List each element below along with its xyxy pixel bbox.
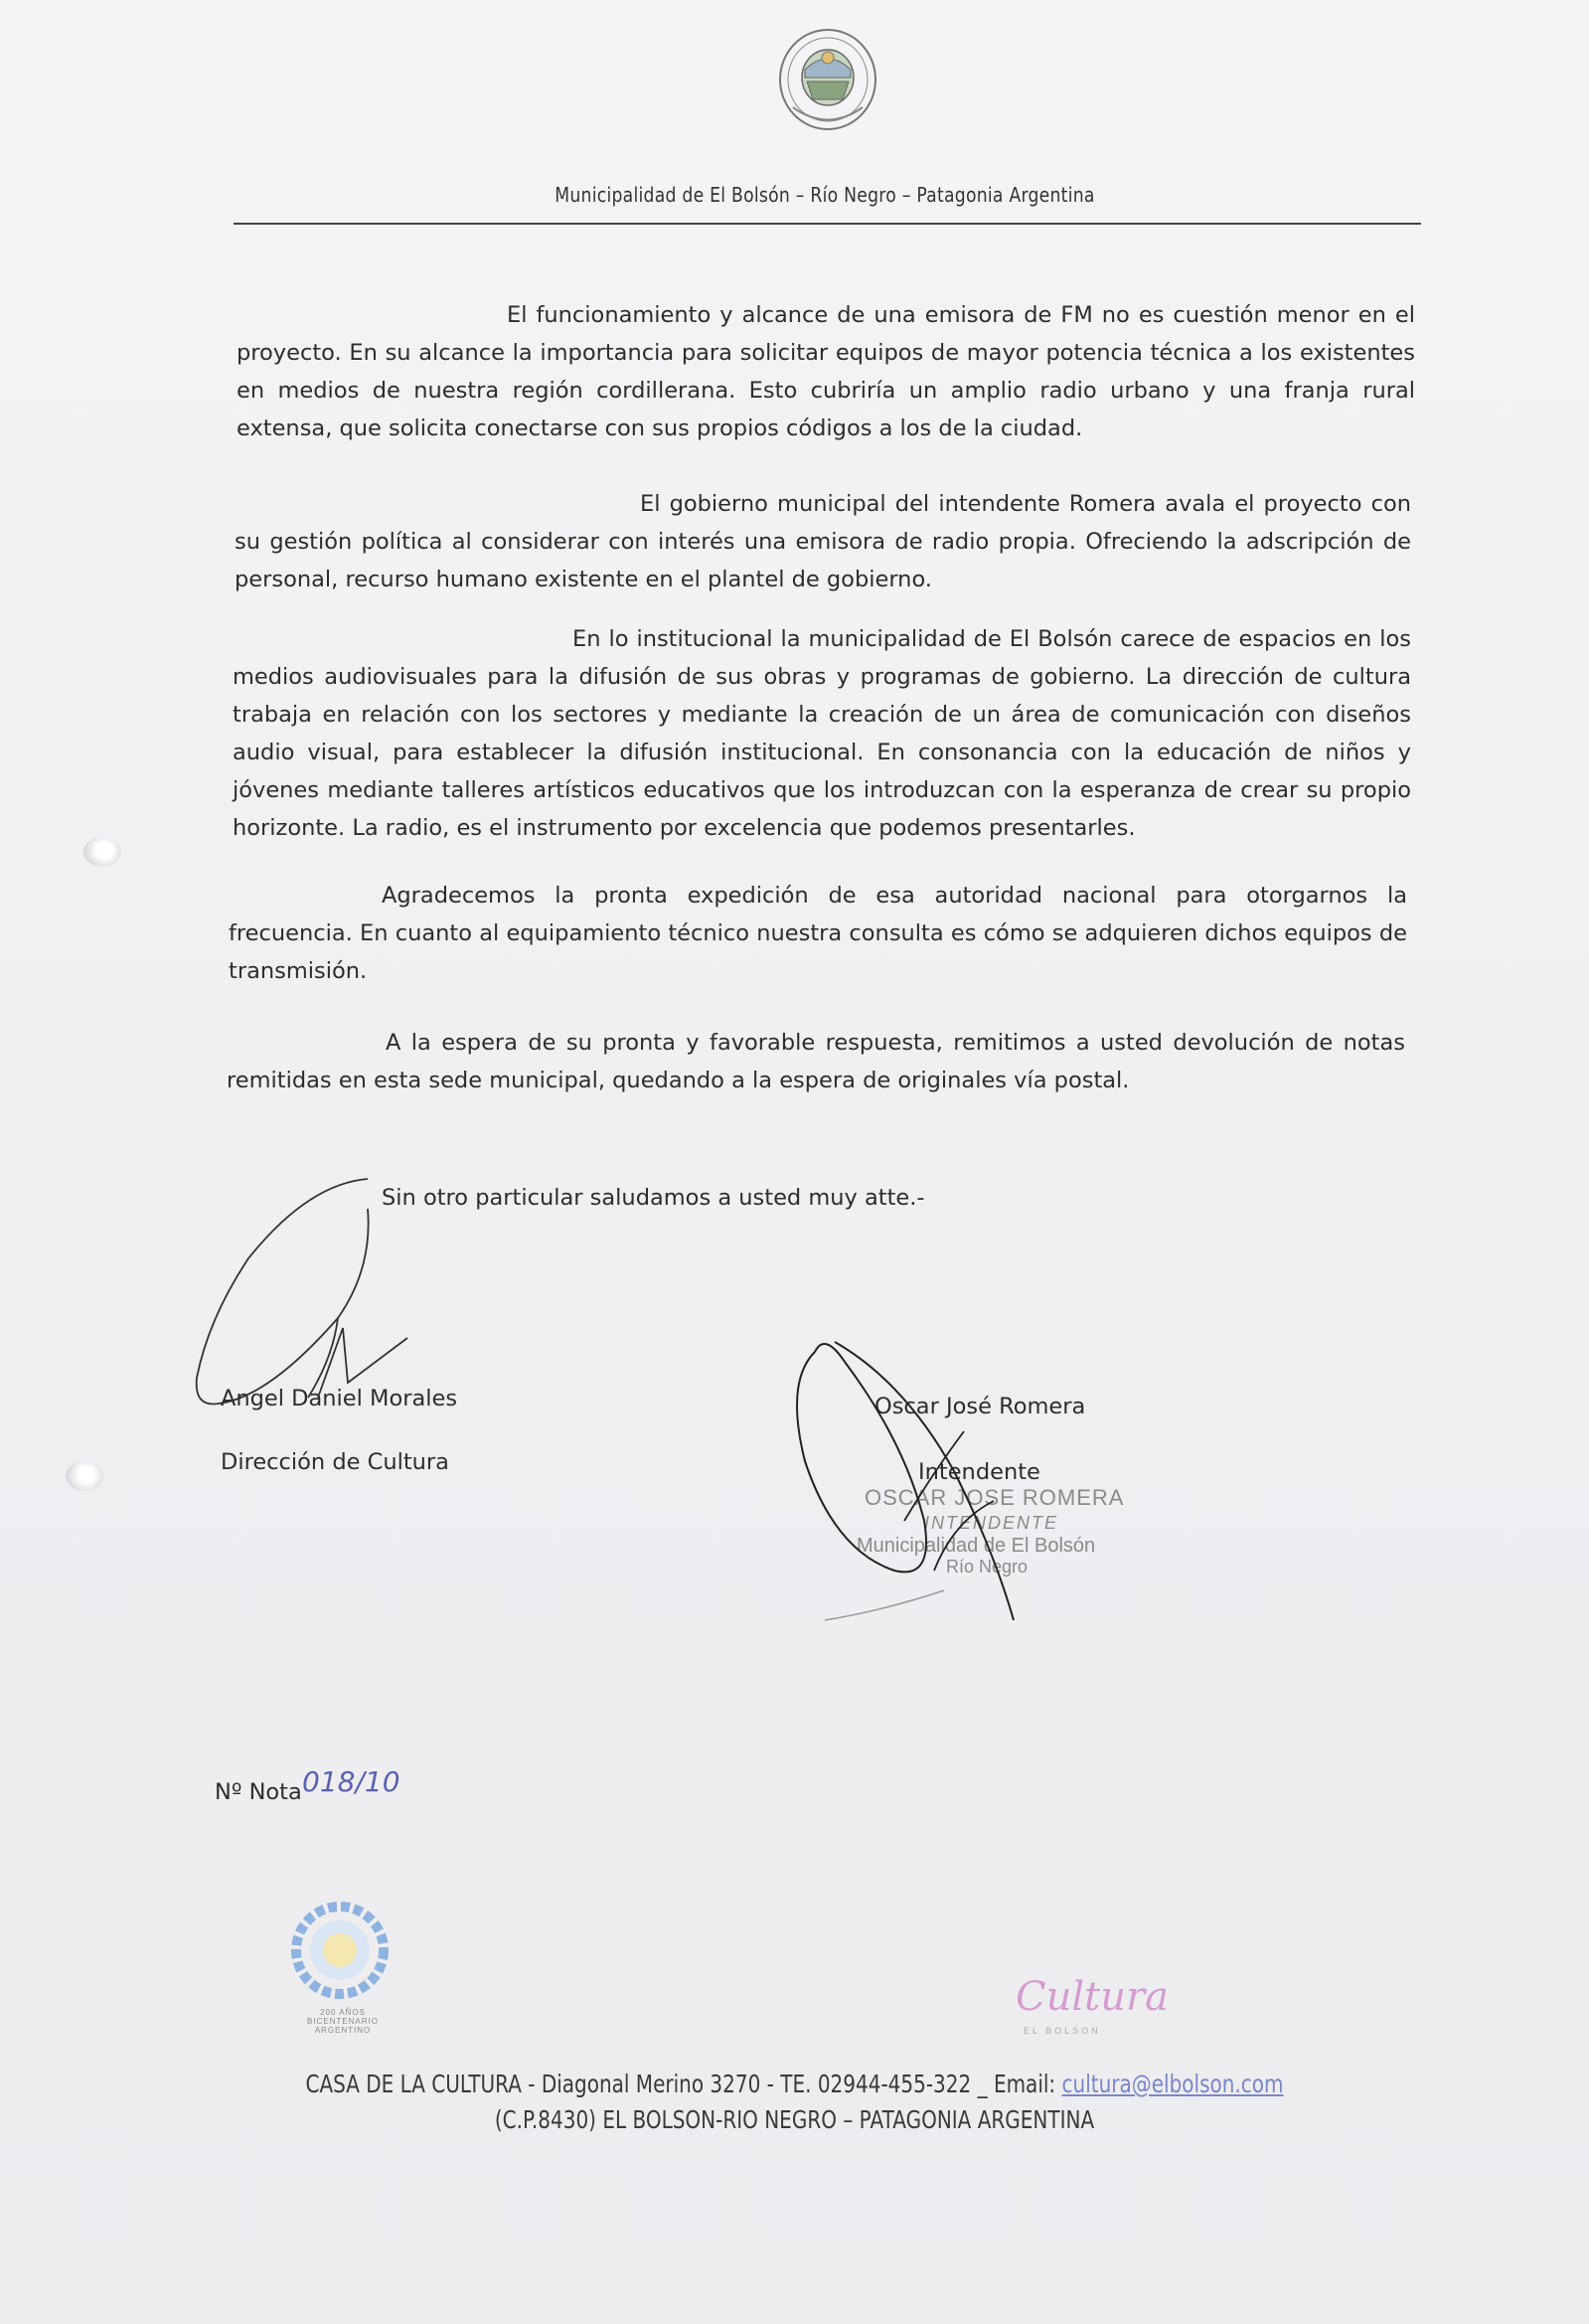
punch-hole-top — [83, 837, 121, 867]
stamp-line-1: OSCAR JOSE ROMERA — [865, 1485, 1125, 1510]
footer-address-text: CASA DE LA CULTURA - Diagonal Merino 3270 - TE. 02944-455-322 _ Email: — [305, 2070, 1062, 2098]
municipal-seal-icon — [763, 8, 892, 157]
signer-right-name: Oscar José Romera — [874, 1394, 1086, 1419]
nota-number: 018/10 — [302, 1765, 400, 1798]
signer-left-name: Angel Daniel Morales — [221, 1386, 458, 1411]
paragraph-3: En lo institucional la municipalidad de El Bolsón carece de espacios en los medios audiovisuales para la difusión de sus obras y programas de gobierno. La dirección de cultura trabaja en relación con los sectores y mediante la creación de un área de comunicación con diseños audio visual, para establecer la difusión institucional. En consonancia con la educación de niños y jóvenes mediante talleres artísticos educativos que los introduzcan con la esperanza de crear su propio horizonte. La radio, es el instrumento por excelencia que podemos presentarles. — [233, 626, 1411, 841]
paragraph-2: El gobierno municipal del intendente Romera avala el proyecto con su gestión política al considerar con interés una emisora de radio propia. Ofreciendo la adscripción de personal, recurso humano existente en el plantel de gobierno. — [235, 491, 1411, 592]
footer-address — [159, 2070, 1430, 2098]
paragraph-1: El funcionamiento y alcance de una emisora de FM no es cuestión menor en el proyecto. En su alcance la importancia para solicitar equipos de mayor potencia técnica a los existentes en medios de nuestra región cordillerana. Esto cubriría un amplio radio urbano y una franja rural extensa, que solicita conectarse con sus propios códigos a los de la ciudad. — [237, 302, 1415, 441]
header-divider — [234, 223, 1421, 225]
paragraph-5: A la espera de su pronta y favorable respuesta, remitimos a usted devolución de notas remitidas en esta sede municipal, quedando a la espera de originales vía postal. — [227, 1030, 1405, 1093]
paragraph-4: Agradecemos la pronta expedición de esa autoridad nacional para otorgarnos la frecuencia. En cuanto al equipamiento técnico nuestra consulta es cómo se adquieren dichos equipos de transmisión. — [229, 883, 1407, 984]
closing-line: Sin otro particular saludamos a usted muy atte.- — [382, 1185, 925, 1211]
footer-email-link[interactable]: cultura@elbolson.com — [1061, 2070, 1284, 2098]
signer-right-role: Intendente — [918, 1459, 1040, 1485]
cultura-logo: Cultura — [1016, 1974, 1169, 2020]
signer-left-role: Dirección de Cultura — [221, 1449, 449, 1475]
header-title: Municipalidad de El Bolsón – Río Negro – Patagonia Argentina — [555, 183, 1095, 207]
stamp-line-3: Municipalidad de El Bolsón — [857, 1535, 1096, 1557]
bicentenario-text: 200 AÑOS BICENTENARIO ARGENTINO — [306, 2008, 379, 2035]
cultura-logo-sub: EL BOLSON — [1024, 2026, 1101, 2036]
stamp-line-4: Río Negro — [946, 1557, 1029, 1577]
signature-right-icon — [785, 1322, 1113, 1650]
footer-postal: (C.P.8430) EL BOLSON-RIO NEGRO – PATAGONIA ARGENTINA — [494, 2105, 1095, 2134]
stamp-line-2: INTENDENTE — [924, 1513, 1059, 1533]
punch-hole-bottom — [66, 1461, 103, 1491]
signature-left-icon — [189, 1169, 427, 1417]
nota-label: Nº Nota — [215, 1779, 302, 1805]
